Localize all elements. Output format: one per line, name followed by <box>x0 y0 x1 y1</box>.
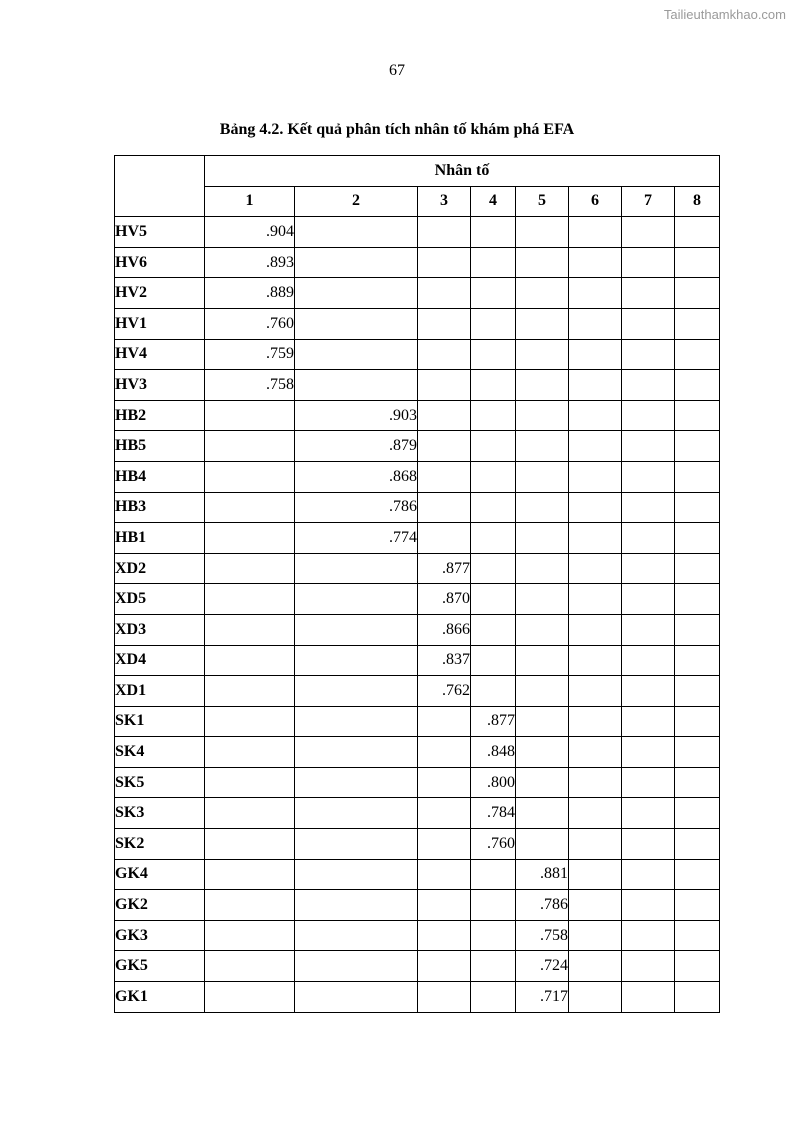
loading-cell <box>471 278 516 309</box>
loading-cell <box>516 308 569 339</box>
loading-cell <box>569 431 622 462</box>
loading-cell <box>516 247 569 278</box>
loading-cell: .889 <box>205 278 295 309</box>
loading-cell <box>205 645 295 676</box>
table-row <box>115 400 720 431</box>
loading-cell <box>569 370 622 401</box>
loading-cell <box>295 951 418 982</box>
loading-cell <box>471 523 516 554</box>
loading-cell <box>205 431 295 462</box>
loading-cell <box>569 645 622 676</box>
variable-header-cell <box>115 156 205 217</box>
loading-cell: .758 <box>205 370 295 401</box>
loading-cell <box>675 247 720 278</box>
table-row <box>115 339 720 370</box>
loading-cell <box>675 461 720 492</box>
loading-cell <box>569 339 622 370</box>
loading-cell <box>295 737 418 768</box>
table-row <box>115 247 720 278</box>
loading-cell: .759 <box>205 339 295 370</box>
table-row <box>115 217 720 248</box>
loading-cell <box>205 676 295 707</box>
loading-cell: .877 <box>418 553 471 584</box>
loading-cell <box>295 890 418 921</box>
loading-cell: .866 <box>418 614 471 645</box>
loading-cell <box>418 339 471 370</box>
header-row-columns <box>115 186 720 217</box>
table-row <box>115 767 720 798</box>
loading-cell <box>569 217 622 248</box>
loading-cell <box>516 461 569 492</box>
loading-cell <box>205 951 295 982</box>
loading-cell <box>622 982 675 1013</box>
table-row <box>115 951 720 982</box>
loading-cell <box>622 706 675 737</box>
variable-label: HB2 <box>115 400 205 431</box>
loading-cell <box>295 982 418 1013</box>
loading-cell: .868 <box>295 461 418 492</box>
loading-cell <box>569 400 622 431</box>
loading-cell <box>418 278 471 309</box>
loading-cell <box>516 829 569 860</box>
loading-cell <box>675 982 720 1013</box>
loading-cell <box>418 737 471 768</box>
loading-cell <box>622 829 675 860</box>
loading-cell <box>569 920 622 951</box>
page-number: 67 <box>389 62 405 79</box>
loading-cell <box>622 614 675 645</box>
table-row <box>115 737 720 768</box>
loading-cell: .786 <box>516 890 569 921</box>
loading-cell <box>471 461 516 492</box>
loading-cell <box>622 584 675 615</box>
loading-cell <box>569 890 622 921</box>
loading-cell <box>622 645 675 676</box>
variable-label: HB5 <box>115 431 205 462</box>
loading-cell: .760 <box>471 829 516 860</box>
variable-label: HB1 <box>115 523 205 554</box>
loading-cell: .784 <box>471 798 516 829</box>
loading-cell <box>569 247 622 278</box>
table-body <box>115 217 720 1012</box>
loading-cell <box>418 247 471 278</box>
table-row <box>115 492 720 523</box>
variable-label: GK2 <box>115 890 205 921</box>
table-row <box>115 614 720 645</box>
loading-cell <box>516 278 569 309</box>
loading-cell <box>622 676 675 707</box>
loading-cell: .762 <box>418 676 471 707</box>
loading-cell: .724 <box>516 951 569 982</box>
loading-cell <box>205 982 295 1013</box>
loading-cell <box>295 308 418 339</box>
loading-cell <box>418 492 471 523</box>
loading-cell <box>205 492 295 523</box>
loading-cell <box>516 798 569 829</box>
loading-cell <box>675 920 720 951</box>
variable-label: HV2 <box>115 278 205 309</box>
variable-label: SK5 <box>115 767 205 798</box>
variable-label: HB4 <box>115 461 205 492</box>
column-header: 5 <box>516 186 569 217</box>
column-header: 3 <box>418 186 471 217</box>
loading-cell <box>418 217 471 248</box>
table-row <box>115 859 720 890</box>
loading-cell: .800 <box>471 767 516 798</box>
loading-cell <box>569 859 622 890</box>
loading-cell <box>675 829 720 860</box>
loading-cell <box>516 767 569 798</box>
loading-cell <box>675 767 720 798</box>
loading-cell <box>569 308 622 339</box>
loading-cell <box>569 523 622 554</box>
loading-cell <box>569 951 622 982</box>
table-row <box>115 920 720 951</box>
loading-cell <box>205 523 295 554</box>
loading-cell <box>205 400 295 431</box>
loading-cell <box>516 645 569 676</box>
loading-cell: .837 <box>418 645 471 676</box>
table-row <box>115 370 720 401</box>
table-row <box>115 431 720 462</box>
loading-cell: .717 <box>516 982 569 1013</box>
loading-cell <box>622 339 675 370</box>
loading-cell <box>622 798 675 829</box>
loading-cell <box>205 890 295 921</box>
variable-label: HB3 <box>115 492 205 523</box>
loading-cell <box>675 492 720 523</box>
loading-cell <box>569 492 622 523</box>
loading-cell <box>295 614 418 645</box>
loading-cell <box>622 553 675 584</box>
loading-cell <box>471 614 516 645</box>
loading-cell <box>675 217 720 248</box>
column-header: 1 <box>205 186 295 217</box>
loading-cell <box>516 584 569 615</box>
variable-label: XD3 <box>115 614 205 645</box>
loading-cell <box>295 584 418 615</box>
loading-cell <box>295 278 418 309</box>
loading-cell <box>418 461 471 492</box>
loading-cell <box>675 645 720 676</box>
variable-label: GK1 <box>115 982 205 1013</box>
loading-cell <box>569 278 622 309</box>
watermark: Tailieuthamkhao.com <box>663 7 786 22</box>
loading-cell <box>622 492 675 523</box>
column-header: 6 <box>569 186 622 217</box>
loading-cell <box>675 523 720 554</box>
loading-cell <box>471 247 516 278</box>
loading-cell <box>569 461 622 492</box>
table-row <box>115 676 720 707</box>
variable-label: XD4 <box>115 645 205 676</box>
loading-cell: .904 <box>205 217 295 248</box>
table-row <box>115 890 720 921</box>
loading-cell <box>418 370 471 401</box>
loading-cell <box>675 400 720 431</box>
loading-cell <box>471 645 516 676</box>
loading-cell <box>622 767 675 798</box>
table-row <box>115 461 720 492</box>
loading-cell <box>471 982 516 1013</box>
loading-cell <box>471 920 516 951</box>
loading-cell <box>295 370 418 401</box>
header-row-group <box>115 156 720 187</box>
loading-cell <box>418 798 471 829</box>
loading-cell <box>471 859 516 890</box>
variable-label: SK4 <box>115 737 205 768</box>
loading-cell: .760 <box>205 308 295 339</box>
loading-cell <box>295 706 418 737</box>
loading-cell <box>471 890 516 921</box>
loading-cell <box>622 920 675 951</box>
loading-cell <box>205 737 295 768</box>
table-row <box>115 553 720 584</box>
variable-label: HV4 <box>115 339 205 370</box>
loading-cell <box>205 798 295 829</box>
loading-cell <box>418 523 471 554</box>
loading-cell: .903 <box>295 400 418 431</box>
loading-cell: .893 <box>205 247 295 278</box>
loading-cell <box>516 339 569 370</box>
loading-cell <box>622 737 675 768</box>
loading-cell <box>516 737 569 768</box>
loading-cell <box>569 614 622 645</box>
loading-cell <box>471 951 516 982</box>
loading-cell <box>675 890 720 921</box>
loading-cell <box>295 247 418 278</box>
variable-label: XD2 <box>115 553 205 584</box>
loading-cell <box>516 370 569 401</box>
loading-cell <box>675 308 720 339</box>
loading-cell <box>295 676 418 707</box>
loading-cell <box>471 676 516 707</box>
loading-cell <box>471 400 516 431</box>
variable-label: HV5 <box>115 217 205 248</box>
column-header: 7 <box>622 186 675 217</box>
loading-cell <box>622 523 675 554</box>
loading-cell <box>471 308 516 339</box>
loading-cell <box>471 492 516 523</box>
loading-cell <box>295 339 418 370</box>
loading-cell <box>471 553 516 584</box>
loading-cell <box>418 431 471 462</box>
column-header: 8 <box>675 186 720 217</box>
table-row <box>115 829 720 860</box>
loading-cell <box>569 737 622 768</box>
variable-label: SK3 <box>115 798 205 829</box>
loading-cell <box>295 767 418 798</box>
variable-label: SK1 <box>115 706 205 737</box>
loading-cell <box>622 890 675 921</box>
loading-cell <box>675 676 720 707</box>
loading-cell <box>622 308 675 339</box>
loading-cell <box>675 553 720 584</box>
loading-cell <box>205 614 295 645</box>
loading-cell <box>569 829 622 860</box>
table-row <box>115 308 720 339</box>
loading-cell <box>418 890 471 921</box>
loading-cell: .848 <box>471 737 516 768</box>
variable-label: HV6 <box>115 247 205 278</box>
loading-cell <box>295 553 418 584</box>
loading-cell <box>622 370 675 401</box>
loading-cell <box>418 400 471 431</box>
loading-cell <box>205 767 295 798</box>
variable-label: HV1 <box>115 308 205 339</box>
loading-cell <box>516 523 569 554</box>
loading-cell <box>418 951 471 982</box>
loading-cell: .870 <box>418 584 471 615</box>
loading-cell <box>569 584 622 615</box>
loading-cell <box>516 706 569 737</box>
loading-cell <box>295 798 418 829</box>
loading-cell <box>516 400 569 431</box>
loading-cell <box>569 982 622 1013</box>
loading-cell <box>675 278 720 309</box>
loading-cell: .758 <box>516 920 569 951</box>
table-row <box>115 706 720 737</box>
loading-cell <box>418 829 471 860</box>
loading-cell <box>295 859 418 890</box>
loading-cell <box>622 461 675 492</box>
loading-cell <box>418 920 471 951</box>
variable-label: GK3 <box>115 920 205 951</box>
loading-cell <box>516 614 569 645</box>
loading-cell <box>675 614 720 645</box>
loading-cell <box>418 706 471 737</box>
loading-cell <box>205 584 295 615</box>
loading-cell <box>471 431 516 462</box>
loading-cell <box>569 767 622 798</box>
loading-cell <box>675 370 720 401</box>
loading-cell <box>622 278 675 309</box>
variable-label: HV3 <box>115 370 205 401</box>
loading-cell <box>205 553 295 584</box>
table-row <box>115 278 720 309</box>
loading-cell <box>205 859 295 890</box>
loading-cell: .879 <box>295 431 418 462</box>
loading-cell <box>516 676 569 707</box>
loading-cell <box>295 645 418 676</box>
loading-cell <box>418 308 471 339</box>
loading-cell <box>205 461 295 492</box>
loading-cell <box>622 859 675 890</box>
loading-cell <box>471 370 516 401</box>
loading-cell <box>622 400 675 431</box>
table-row <box>115 584 720 615</box>
loading-cell <box>569 553 622 584</box>
loading-cell <box>205 706 295 737</box>
table-row <box>115 982 720 1013</box>
column-header: 4 <box>471 186 516 217</box>
loading-cell: .786 <box>295 492 418 523</box>
loading-cell <box>205 920 295 951</box>
loading-cell <box>418 767 471 798</box>
variable-label: GK4 <box>115 859 205 890</box>
column-header: 2 <box>295 186 418 217</box>
loading-cell <box>471 217 516 248</box>
variable-label: XD1 <box>115 676 205 707</box>
loading-cell <box>675 951 720 982</box>
table-row <box>115 798 720 829</box>
loading-cell <box>675 706 720 737</box>
loading-cell <box>569 798 622 829</box>
loading-cell <box>569 676 622 707</box>
loading-cell <box>675 431 720 462</box>
loading-cell: .881 <box>516 859 569 890</box>
loading-cell: .774 <box>295 523 418 554</box>
loading-cell <box>516 431 569 462</box>
loading-cell <box>295 217 418 248</box>
loading-cell <box>622 431 675 462</box>
variable-label: GK5 <box>115 951 205 982</box>
loading-cell <box>675 737 720 768</box>
table-caption: Bảng 4.2. Kết quả phân tích nhân tố khám phá EFA <box>219 121 575 138</box>
loading-cell <box>569 706 622 737</box>
loading-cell <box>418 982 471 1013</box>
loading-cell <box>675 798 720 829</box>
variable-label: XD5 <box>115 584 205 615</box>
loading-cell <box>675 859 720 890</box>
loading-cell <box>295 920 418 951</box>
loading-cell <box>675 339 720 370</box>
table-row <box>115 523 720 554</box>
loading-cell <box>471 584 516 615</box>
loading-cell <box>622 217 675 248</box>
loading-cell <box>295 829 418 860</box>
factor-group-header: Nhân tố <box>205 156 720 187</box>
loading-cell <box>516 553 569 584</box>
loading-cell: .877 <box>471 706 516 737</box>
loading-cell <box>418 859 471 890</box>
loading-cell <box>205 829 295 860</box>
table-row <box>115 645 720 676</box>
loading-cell <box>471 339 516 370</box>
loading-cell <box>622 247 675 278</box>
loading-cell <box>516 217 569 248</box>
loading-cell <box>622 951 675 982</box>
loading-cell <box>516 492 569 523</box>
efa-table <box>114 155 720 1013</box>
loading-cell <box>675 584 720 615</box>
variable-label: SK2 <box>115 829 205 860</box>
